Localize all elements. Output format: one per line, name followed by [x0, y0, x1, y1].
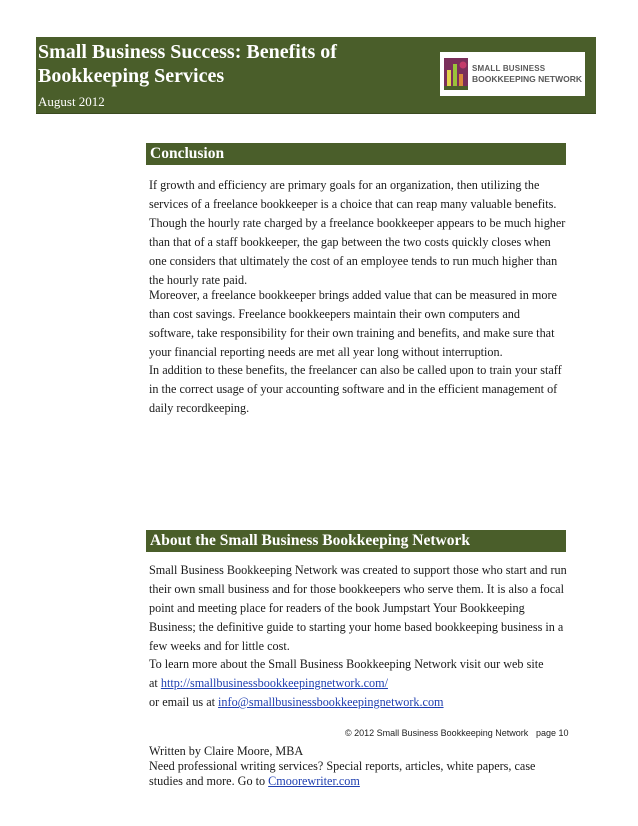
email-label: or email us at — [149, 695, 215, 709]
logo-mark-icon — [444, 58, 468, 90]
author-block — [149, 744, 569, 789]
logo-wordmark — [472, 64, 582, 84]
copyright-notice: © 2012 Small Business Bookkeeping Network — [345, 728, 529, 738]
contact-info — [149, 655, 567, 712]
logo-line-1: SMALL BUSINESS — [472, 64, 546, 73]
page-number: page 10 — [536, 728, 569, 738]
header-banner — [36, 37, 596, 114]
document-title: Small Business Success: Benefits of Bookkeeping Services — [38, 41, 337, 87]
conclusion-paragraph-3: In addition to these benefits, the freelancer can also be called upon to train your staff in the correct usage of your accounting software and in the efficient management of daily recordkeeping. — [149, 363, 562, 415]
website-link[interactable]: http://smallbusinessbookkeepingnetwork.com/ — [160, 676, 388, 690]
promo-text: Need professional writing services? Special reports, articles, white papers, case studies and more. Go to — [149, 759, 536, 788]
conclusion-paragraph-1: If growth and efficiency are primary goals for an organization, then utilizing the services of a freelance bookkeeper is a choice that can reap many valuable benefits. Though the hourly rate charged by a freelance bookkeeper appears to be much higher than that of a staff bookkeeper, the gap between the two costs quickly closes when one considers that ultimately the cost of an employee tends to run much higher than the hourly rate paid. — [149, 178, 566, 287]
about-paragraph: Small Business Bookkeeping Network was created to support those who start and run their own small business and for those bookkeepers who serve them. It is also a focal point and meeting place for readers of the book Jumpstart Your Bookkeeping Business; the definitive guide to starting your home based bookkeeping business in a few weeks and for little cost. — [149, 563, 567, 653]
network-logo — [440, 52, 585, 96]
cmoorewriter-link[interactable]: Cmoorewriter.com — [268, 774, 360, 788]
conclusion-heading: Conclusion — [146, 143, 566, 165]
promo-text-wrap — [149, 759, 569, 789]
document-date: August 2012 — [38, 94, 105, 109]
at-label: at — [149, 676, 158, 690]
email-link[interactable]: info@smallbusinessbookkeepingnetwork.com — [218, 695, 444, 709]
learn-more-text: To learn more about the Small Business Bookkeeping Network visit our web site — [149, 657, 544, 671]
about-heading: About the Small Business Bookkeeping Network — [146, 530, 566, 552]
conclusion-paragraph-2: Moreover, a freelance bookkeeper brings added value that can be measured in more than cost savings. Freelance bookkeepers maintain their own computers and software, take responsibility for their own training and benefits, and make sure that your financial reporting needs are met all year long without interruption. — [149, 288, 557, 359]
author-credit: Written by Claire Moore, MBA — [149, 744, 304, 758]
logo-line-2: BOOKKEEPING NETWORK — [472, 74, 583, 84]
